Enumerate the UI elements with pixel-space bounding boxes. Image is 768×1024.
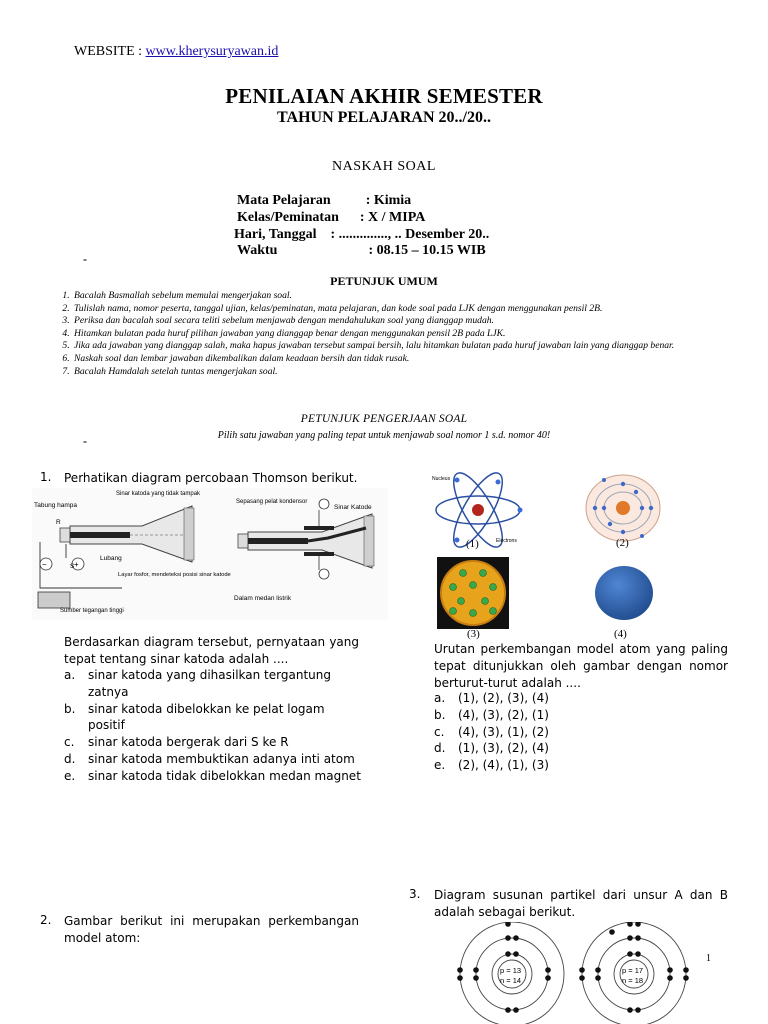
label-sinar-tidak: Sinar katoda yang tidak tampak [116, 491, 201, 497]
q1-text: Perhatikan diagram percobaan Thomson berikut. [64, 471, 358, 485]
info-hari: Hari, Tanggal : .............., .. Desember 20.. [234, 227, 490, 242]
instruction-item: 5. Jika ada jawaban yang dianggap salah, maka hapus jawaban tersebut sampai bersih, lalu hitamkan bulatan pada huruf jawaban lain yang dianggap benar. [72, 340, 732, 353]
petunjuk-umum-list [56, 290, 732, 378]
atom-model-2-bohr [584, 472, 662, 544]
label-minus: − [42, 560, 47, 569]
nucleus-label: Nucleus [432, 476, 451, 482]
q2-option-d[interactable]: d. (1), (3), (2), (4) [434, 741, 549, 756]
label-lubang: Lubang [100, 555, 122, 562]
label-r: R [56, 519, 61, 526]
atom-model-4-dalton-sphere [592, 565, 656, 621]
info-mapel: Mata Pelajaran : Kimia [237, 193, 412, 208]
q1-option-e[interactable]: e. sinar katoda tidak dibelokkan medan magnet [64, 768, 361, 783]
q1-option-b[interactable]: b. sinar katoda dibelokkan ke pelat logam positif [64, 701, 325, 733]
label-pelat: Sepasang pelat kondensor [236, 499, 308, 505]
electrons-label: Electrons [496, 538, 517, 544]
atom-b-protons: p = 17 [622, 966, 644, 975]
fig-label-3: (3) [467, 628, 480, 640]
instruction-item: 6. Naskah soal dan lembar jawaban dikembalikan dalam keadaan bersih dan tidak rusak. [72, 353, 732, 366]
atom-model-1-bohr-rutherford [430, 472, 526, 548]
petunjuk-umum-title: PETUNJUK UMUM [330, 274, 438, 288]
q1-option-d[interactable]: d. sinar katoda membuktikan adanya inti atom [64, 751, 355, 766]
label-sumber: Sumber tegangan tinggi [60, 608, 124, 614]
q3-text: Diagram susunan partikel dari unsur A dan B adalah sebagai berikut. [434, 888, 728, 919]
thomson-diagram [32, 488, 388, 620]
q1-options [64, 667, 364, 785]
website-line [74, 44, 278, 60]
info-waktu: Waktu : 08.15 – 10.15 WIB [237, 243, 486, 258]
label-s: S [70, 563, 75, 570]
exam-title: PENILAIAN AKHIR SEMESTER [225, 84, 543, 108]
instruction-item: 1. Bacalah Basmallah sebelum memulai mengerjakan soal. [72, 290, 732, 303]
page-number: 1 [706, 953, 711, 964]
fig-label-4: (4) [614, 628, 627, 640]
q2-option-c[interactable]: c. (4), (3), (1), (2) [434, 724, 549, 739]
petunjuk-pengerjaan-subtitle: Pilih satu jawaban yang paling tepat untuk menjawab soal nomor 1 s.d. nomor 40! [217, 430, 551, 441]
q2-option-a[interactable]: a. (1), (2), (3), (4) [434, 691, 549, 705]
label-layar: Layar fosfor, mendeteksi posisi sinar katode [118, 572, 231, 578]
q2-option-e[interactable]: e. (2), (4), (1), (3) [434, 758, 549, 773]
q3-number: 3. [409, 887, 421, 901]
atom-a-protons: p = 13 [500, 966, 522, 975]
instruction-item: 3. Periksa dan bacalah soal secara teliti sebelum menjawab dengan mendahulukan soal yang dianggap mudah. [72, 315, 732, 328]
q2-text: Gambar berikut ini merupakan perkembangan model atom: [64, 914, 359, 945]
q3-atom-diagrams [452, 922, 710, 1024]
instruction-item: 2. Tulislah nama, nomor peserta, tanggal ujian, kelas/peminatan, mata pelajaran, dan kode soal pada LJK dengan menggunakan pensil 2B. [72, 303, 732, 316]
fig-label-1: (1) [466, 538, 479, 550]
label-plus: + [74, 560, 79, 569]
label-tabung: Tabung hampa [34, 502, 78, 509]
petunjuk-pengerjaan-title: PETUNJUK PENGERJAAN SOAL [300, 413, 468, 425]
academic-year: TAHUN PELAJARAN 20../20.. [277, 109, 491, 126]
q1-number: 1. [40, 470, 52, 484]
q2-stem: Urutan perkembangan model atom yang paling tepat ditunjukkan oleh gambar dengan nomor berturut-turut adalah .... [434, 642, 728, 690]
q2-number: 2. [40, 913, 52, 927]
q2-options [434, 690, 634, 774]
q1-option-c[interactable]: c. sinar katoda bergerak dari S ke R [64, 735, 289, 750]
naskah-soal-heading: NASKAH SOAL [332, 159, 436, 174]
q2-option-b[interactable]: b. (4), (3), (2), (1) [434, 707, 549, 722]
fig-label-2: (2) [616, 537, 629, 549]
website-link[interactable]: www.kherysuryawan.id [145, 44, 279, 59]
atom-model-3-thomson-pudding [437, 557, 509, 629]
dash-mark: - [83, 434, 87, 448]
instruction-item: 4. Hitamkan bulatan pada huruf pilihan jawaban yang dianggap benar dengan menggunakan pensil 2B pada LJK. [72, 328, 732, 341]
website-label: WEBSITE : [74, 44, 146, 59]
label-sinar-katode: Sinar Katode [334, 504, 372, 511]
atom-b-neutrons: n = 18 [622, 976, 644, 985]
instruction-item: 7. Bacalah Hamdalah setelah tuntas mengerjakan soal. [72, 366, 732, 379]
dash-mark: - [83, 252, 87, 266]
label-medan: Dalam medan listrik [234, 595, 292, 602]
info-kelas: Kelas/Peminatan : X / MIPA [237, 210, 426, 225]
q1-stem: Berdasarkan diagram tersebut, pernyataan yang tepat tentang sinar katoda adalah .... [64, 635, 359, 666]
atom-a-neutrons: n = 14 [500, 976, 522, 985]
q1-option-a[interactable]: a. sinar katoda yang dihasilkan tergantung zatnya [64, 668, 331, 699]
